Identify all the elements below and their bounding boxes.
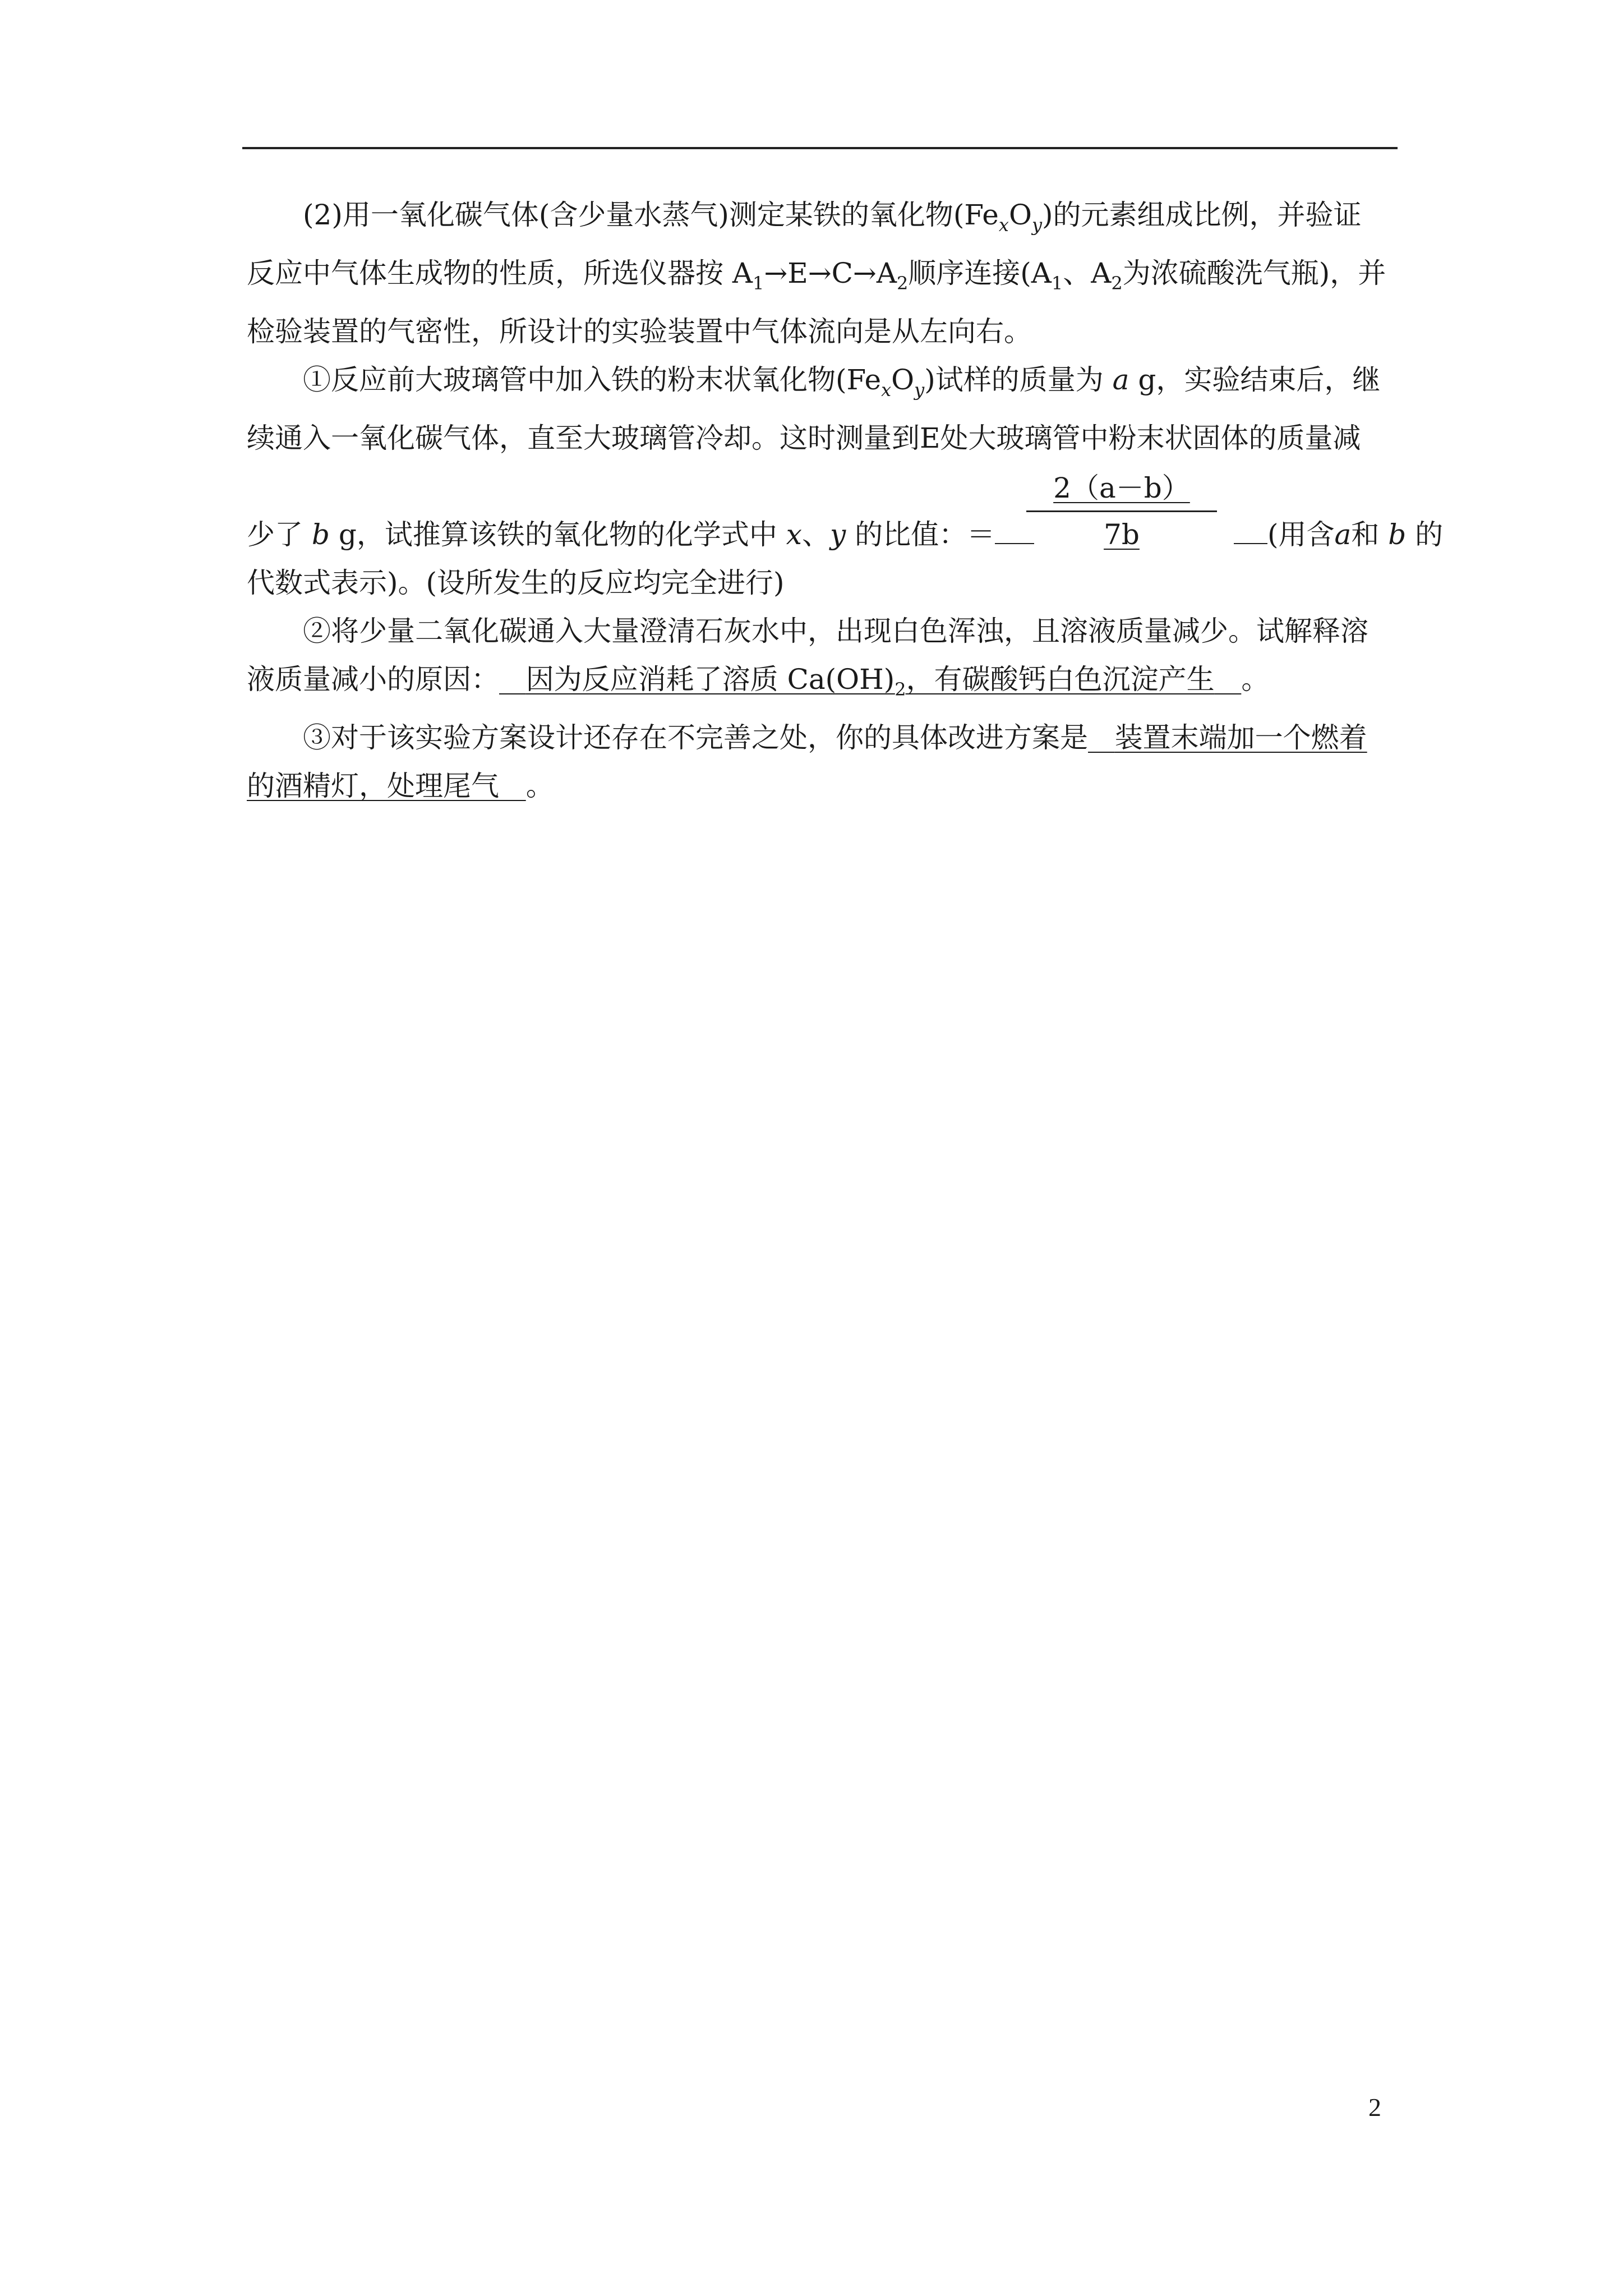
- part3-answer-a: 装置末端加一个燃着: [1114, 721, 1367, 754]
- intro-line-2: 反应中气体生成物的性质，所选仪器按 $A_1\to E\to C\to A_2$顺序连接($A_1$、$A_2$为浓硫酸洗气瓶)，并: [247, 257, 1386, 294]
- intro-line-1: (2)用一氧化碳气体(含少量水蒸气)测定某铁的氧化物$(Fe_xO_y)$的元素组成比例，并验证: [303, 199, 1362, 236]
- fraction-numerator: 2（a－b）: [1053, 472, 1190, 504]
- part2-line-1: ②将少量二氧化碳通入大量澄清石灰水中，出现白色浑浊，且溶液质量减少。试解释溶: [303, 615, 1368, 647]
- part3-line-2: 的酒精灯，处理尾气 。: [247, 770, 554, 802]
- question-part-3: [247, 714, 1398, 810]
- part1-line-4: 代数式表示)。(设所发生的反应均完全进行): [247, 567, 785, 599]
- fraction-denominator: 7b: [1104, 518, 1140, 551]
- header-rule: [242, 147, 1398, 149]
- part1-line-1: ①反应前大玻璃管中加入铁的粉末状氧化物$(Fe_xO_y)$试样的质量为 a g，实验结束后，继: [303, 364, 1381, 401]
- part1-line-3-pre: 少了 b g，试推算该铁的氧化物的化学式中 x、y 的比值：＝: [247, 510, 1034, 559]
- part2-answer: 因为反应消耗了溶质 $Ca(OH)_2$，有碳酸钙白色沉淀产生: [525, 663, 1215, 700]
- answer-fraction: [1026, 462, 1217, 557]
- part1-fraction-line: [247, 462, 1444, 559]
- part3-line-1: ③对于该实验方案设计还存在不完善之处，你的具体改进方案是 装置末端加一个燃着: [303, 721, 1367, 754]
- intro-line-3: 检验装置的气密性，所设计的实验装置中气体流向是从左向右。: [247, 315, 1032, 348]
- part3-answer-b: 的酒精灯，处理尾气: [247, 770, 499, 802]
- part1-line-3-post: (用含a和 b 的: [1234, 510, 1443, 559]
- question-part-2: [247, 607, 1398, 714]
- answer-blank-right: [1234, 521, 1267, 544]
- question-body: [247, 191, 1444, 810]
- page-number: 2: [1368, 2093, 1381, 2122]
- question-part-1: [247, 356, 1444, 607]
- question-intro: [247, 191, 1398, 356]
- part2-line-2: 液质量减小的原因： 因为反应消耗了溶质 $Ca(OH)_2$，有碳酸钙白色沉淀产生 。: [247, 663, 1270, 700]
- part1-line-2: 续通入一氧化碳气体，直至大玻璃管冷却。这时测量到E处大玻璃管中粉末状固体的质量减: [247, 422, 1361, 454]
